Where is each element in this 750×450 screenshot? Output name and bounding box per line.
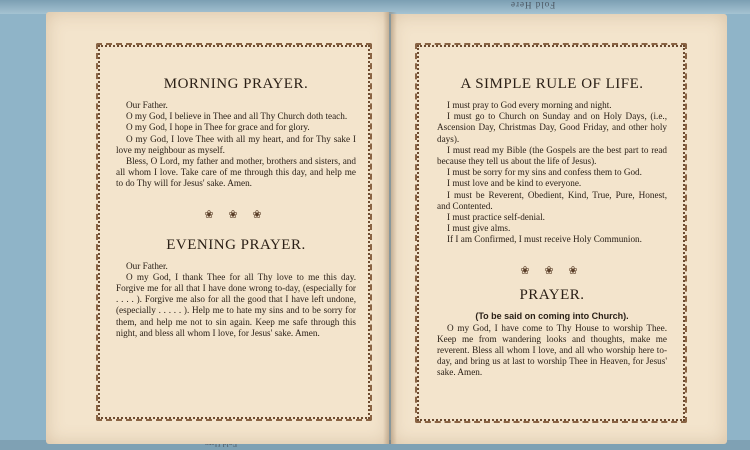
rule-line: I must go to Church on Sunday and on Holy Days, (i.e., Ascension Day, Christmas Day, Good Friday, and other holy days). — [437, 111, 667, 144]
morning-line: Our Father. — [126, 100, 168, 110]
prayer-title: PRAYER. — [519, 286, 585, 303]
book-gutter — [383, 12, 397, 444]
rule-line: I must read my Bible (the Gospels are the best part to read because they tell us about the life of Jesus). — [437, 144, 667, 167]
fold-label-top: Fold Here — [509, 0, 555, 10]
ornament-divider: ❀ ❀ ❀ — [204, 208, 268, 221]
rule-line: If I am Confirmed, I must receive Holy Communion. — [447, 234, 642, 245]
rule-line: I must give alms. — [447, 223, 511, 234]
rule-line: I must be sorry for my sins and confess them to God. — [447, 167, 642, 178]
morning-line: O my God, I believe in Thee and all Thy Church doth teach. — [126, 111, 348, 122]
evening-prayer-title: EVENING PRAYER. — [166, 236, 306, 253]
evening-line: O my God, I thank Thee for all Thy love to me this day. Forgive me for all that I have done wrong to-day, (especially for . . . . ). Forgive me also for all the good that I have left undone, (especially . . . . . ). Help me to hate my sins and to be sorry for them, and help me not to sin again. Keep me safe through this night, and bless all whom I love, for Jesus' sake. Amen. — [116, 271, 356, 338]
rule-line: I must pray to God every morning and night. — [447, 100, 612, 110]
ornament-divider: ❀ ❀ ❀ — [520, 264, 584, 277]
morning-line: O my God, I love Thee with all my heart, and for Thy sake I love my neighbour as myself. — [116, 133, 356, 155]
evening-line: Our Father. — [126, 260, 168, 271]
prayer-line: O my God, I have come to Thy House to worship Thee. Keep me from wandering looks and thoughts, make me reverent. Bless all whom I love, and all who worship here to-day, and bring us at last to worship Thee in Heaven, for Jesus' sake. Amen. — [437, 322, 667, 378]
prayer-note: (To be said on coming into Church). — [475, 310, 629, 321]
morning-prayer-title: MORNING PRAYER. — [163, 76, 309, 92]
rule-line: I must be Reverent, Obedient, Kind, True, Pure, Honest, and Contented. — [437, 189, 667, 211]
rule-line: I must practice self-denial. — [447, 212, 545, 223]
morning-line: Bless, O Lord, my father and mother, brothers and sisters, and all whom I love. Take care of me through this day, and help me to do Thy will for Jesus' sake. Amen. — [116, 156, 356, 189]
morning-line: O my God, I hope in Thee for grace and for glory. — [126, 122, 310, 133]
left-page-content — [116, 62, 356, 339]
right-page-content — [437, 62, 667, 379]
rule-line: I must love and be kind to everyone. — [447, 178, 582, 189]
rule-of-life-title: A SIMPLE RULE OF LIFE. — [460, 76, 644, 92]
